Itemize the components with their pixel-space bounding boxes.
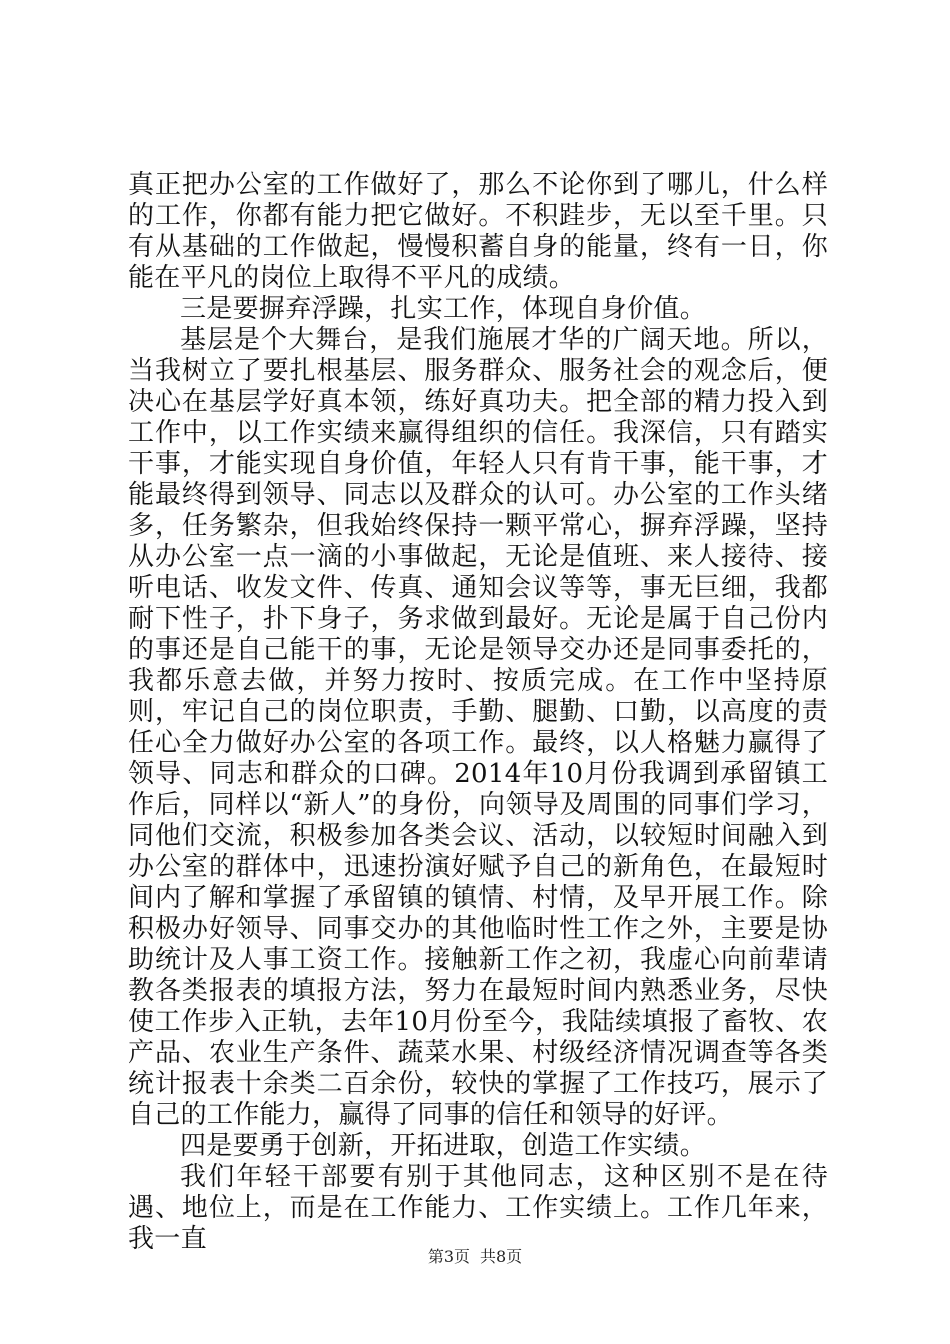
page-footer	[0, 1244, 950, 1267]
heading-point-three: 三是要摒弃浮躁，扎实工作，体现自身价值。	[180, 294, 707, 324]
paragraph-2: 基层是个大舞台，是我们施展才华的广阔天地。所以，当我树立了要扎根基层、服务群众、服务社会的观念后，便决心在基层学好真本领，练好真功夫。把全部的精力投入到工作中，以工作实绩来赢得组织的信任。我深信，只有踏实干事，才能实现自身价值，年轻人只有肯干事，能干事，才能最终得到领导、同志以及群众的认可。办公室的工作头绪多，任务繁杂，但我始终保持一颗平常心，摒弃浮躁，坚持从办公室一点一滴的小事做起，无论是值班、来人接待、接听电话、收发文件、传真、通知会议等等，事无巨细，我都耐下性子，扑下身子，务求做到最好。无论是属于自己份内的事还是自己能干的事，无论是领导交办还是同事委托的，我都乐意去做，并努力按时、按质完成。在工作中坚持原则，牢记自己的岗位职责，手勤、腿勤、口勤，以高度的责任心全力做好办公室的各项工作。最终，以人格魅力赢得了领导、同志和群众的口碑。2014年10月份我调到承留镇工作后，同样以“新人”的身份，向领导及周围的同事们学习，同他们交流，积极参加各类会议、活动，以较短时间融入到办公室的群体中，迅速扮演好赋予自己的新角色，在最短时间内了解和掌握了承留镇的镇情、村情，及早开展工作。除积极办好领导、同事交办的其他临时性工作之外，主要是协助统计及人事工资工作。接触新工作之初，我虚心向前辈请教各类报表的填报方法，努力在最短时间内熟悉业务，尽快使工作步入正轨，去年10月份至今，我陆续填报了畜牧、农产品、农业生产条件、蔬菜水果、村级经济情况调查等各类统计报表十余类二百余份，较快的掌握了工作技巧，展示了自己的工作能力，赢得了同事的信任和领导的好评。	[128, 325, 828, 1130]
paragraph-3: 我们年轻干部要有别于其他同志，这种区别不是在待遇、地位上，而是在工作能力、工作实绩上。工作几年来，我一直	[128, 1162, 828, 1254]
page-total: 共8页	[480, 1247, 523, 1266]
body-text	[128, 170, 828, 1255]
heading-point-four: 四是要勇于创新，开拓进取，创造工作实绩。	[180, 1131, 707, 1161]
paragraph-1: 真正把办公室的工作做好了，那么不论你到了哪儿，什么样的工作，你都有能力把它做好。不积跬步，无以至千里。只有从基础的工作做起，慢慢积蓄自身的能量，终有一日，你能在平凡的岗位上取得不平凡的成绩。	[128, 170, 828, 293]
page-number: 第3页	[427, 1247, 470, 1266]
